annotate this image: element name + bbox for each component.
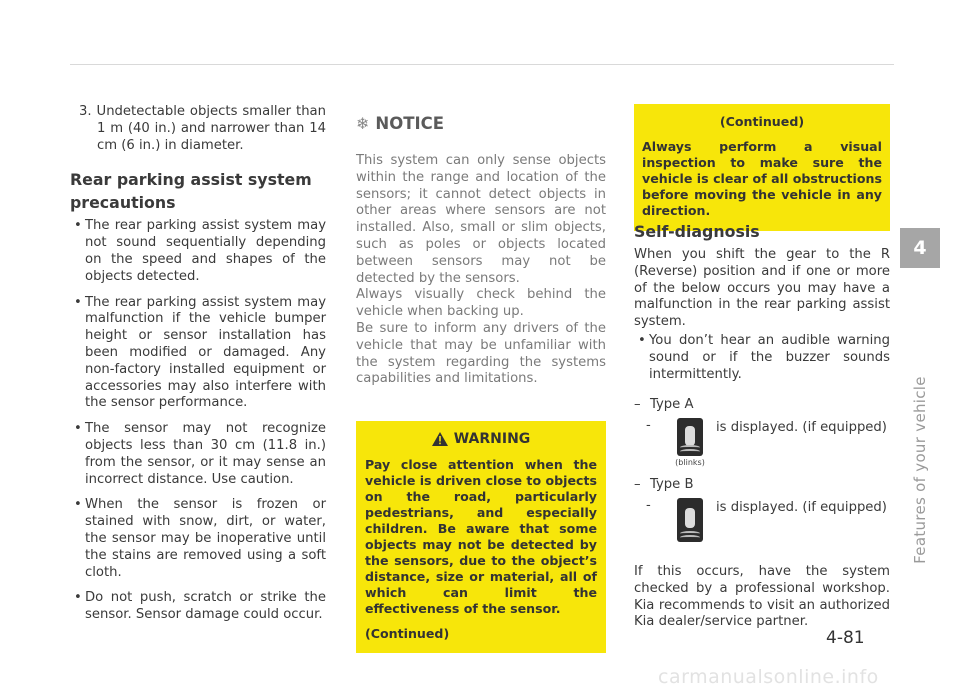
- list-item: • The sensor may not recognize objects less than 30 cm (11.8 in.) from the sensor, or it may sense an incorrect distance. Use caution.: [70, 421, 326, 488]
- section-heading: Rear parking assist system precautions: [70, 170, 312, 213]
- self-diagnosis-list: [634, 333, 890, 383]
- list-item: • You don’t hear an audible warning sound or if the buzzer sounds intermittently.: [634, 333, 890, 383]
- continued-warning-box: [634, 104, 890, 231]
- watermark: carmanualsonline.info: [658, 666, 879, 688]
- type-list: [634, 397, 890, 414]
- top-rule: [70, 64, 894, 65]
- type-b-label: – Type B: [634, 477, 890, 494]
- self-diagnosis-closing: If this occurs, have the system checked by a professional workshop. Kia recommends to visit an authorized Kia dealer/service partner.: [634, 563, 890, 630]
- parking-sensor-icon: [677, 498, 703, 542]
- column-middle: [356, 104, 606, 653]
- parking-sensor-icon: [677, 418, 703, 456]
- page-number: 4-81: [826, 628, 865, 648]
- self-diagnosis-intro: When you shift the gear to the R (Reverse) position and if one or more of the below occurs you may have a malfunction in the rear parking assist system.: [634, 247, 890, 330]
- blinks-label: (blinks): [675, 458, 705, 468]
- chapter-tab: 4: [900, 228, 940, 268]
- list-item: • When the sensor is frozen or stained with snow, dirt, or water, the sensor may be inoperative until the stains are removed using a soft cloth.: [70, 497, 326, 581]
- chapter-title: Features of your vehicle: [911, 376, 929, 564]
- list-item: • The rear parking assist system may malfunction if the vehicle bumper height or sensor installation has been modified or damaged. Any non-factory installed equipment or accessories may also interfere with the sensor performance.: [70, 295, 326, 413]
- type-a-label: – Type A: [634, 397, 890, 414]
- notice-title: ❄ NOTICE: [356, 114, 445, 133]
- notice-paragraph: Always visually check behind the vehicle when backing up.: [356, 287, 606, 320]
- continued-text: Always perform a visual inspection to make sure the vehicle is clear of all obstructions before moving the vehicle in any direction.: [642, 139, 882, 218]
- notice-paragraph: This system can only sense objects within the range and location of the sensors; it cannot detect objects in other areas where sensors are not installed. Also, small or slim objects, such as poles or objects located between sensors may not be detected by the sensors.: [356, 153, 606, 286]
- continued-label: (Continued): [719, 114, 805, 129]
- snowflake-icon: ❄: [356, 114, 370, 133]
- list-item-3: 3. Undetectable objects smaller than 1 m (40 in.) and narrower than 14 cm (6 in.) in diameter.: [79, 104, 326, 153]
- list-item: • Do not push, scratch or strike the sensor. Sensor damage could occur.: [70, 590, 326, 624]
- column-left: [70, 104, 326, 633]
- warning-box: [356, 421, 606, 653]
- self-diagnosis-heading: Self-diagnosis: [634, 222, 760, 241]
- precautions-list: [70, 218, 326, 624]
- notice-body: [356, 153, 606, 388]
- type-a-text: is displayed. (if equipped): [716, 420, 887, 436]
- warning-continued: (Continued): [365, 626, 450, 642]
- type-b-row: - is displayed. (if equipped): [634, 498, 890, 542]
- warning-triangle-icon: [432, 432, 448, 446]
- self-diagnosis-section: [634, 220, 890, 631]
- type-a-row: - (blinks) is displayed. (if equipped): [646, 418, 887, 468]
- warning-title: WARNING: [365, 431, 597, 447]
- warning-text: Pay close attention when the vehicle is driven close to objects on the road, particularly pedestrians, and especially children. Be aware that some objects may not be detected by the sensors, due to the object’s distance, size or material, all of which can limit the effectiveness of the sensor.: [365, 457, 598, 617]
- notice-paragraph: Be sure to inform any drivers of the vehicle that may be unfamiliar with the system regarding the systems capabilities and limitations.: [356, 320, 606, 387]
- list-item: • The rear parking assist system may not sound sequentially depending on the speed and shapes of the objects detected.: [70, 218, 326, 285]
- type-b-text: is displayed. (if equipped): [716, 499, 887, 515]
